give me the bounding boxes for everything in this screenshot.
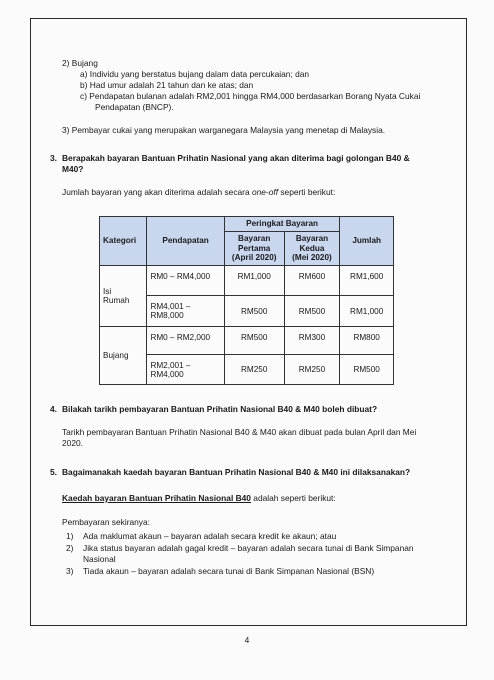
header-pendapatan: Pendapatan <box>147 217 224 266</box>
q5-method-underlined: Kaedah bayaran Bantuan Prihatin Nasional B40 <box>62 493 251 503</box>
cell-kedua: RM600 <box>284 266 340 296</box>
q3-answer-pre: Jumlah bayaran yang akan diterima adalah secara <box>62 187 252 197</box>
header-pertama-l1: Bayaran <box>238 234 271 244</box>
pendapatan-l1: RM4,001 – <box>150 302 191 311</box>
q3-number: 3. <box>50 153 57 163</box>
q5-number: 5. <box>50 467 57 477</box>
criteria-item-2b: b) Had umur adalah 21 tahun dan ke atas; dan <box>80 80 254 90</box>
cell-jumlah: RM800 <box>340 327 394 355</box>
kategori-bujang: Bujang <box>103 351 129 360</box>
q5-method <box>62 493 336 503</box>
header-bayaran-kedua <box>284 232 340 266</box>
cell-kedua: RM300 <box>284 327 340 355</box>
payment-table <box>99 216 394 385</box>
q5-item-2-num: 2) <box>66 543 74 553</box>
q5-method-rest: adalah seperti berikut: <box>250 493 336 503</box>
q5-intro: Pembayaran sekiranya: <box>62 517 150 527</box>
pendapatan-l2: RM8,000 <box>150 311 184 320</box>
q4-answer-line2: 2020. <box>62 438 83 448</box>
cell-pertama: RM500 <box>224 327 284 355</box>
header-bayaran-pertama <box>224 232 284 266</box>
cell-kategori-isi-rumah <box>100 266 147 327</box>
kategori-isi-rumah-l2: Rumah <box>103 296 130 305</box>
criteria-item-2c-cont: Pendapatan (BNCP). <box>95 102 174 112</box>
cell-pendapatan: RM0 – RM2,000 <box>147 327 224 355</box>
header-kedua-l3: (Mei 2020) <box>292 253 332 263</box>
cell-jumlah: RM1,600 <box>340 266 394 296</box>
cell-pendapatan: RM0 – RM4,000 <box>147 266 224 296</box>
q3-question-line2: M40? <box>62 164 84 174</box>
cell-kedua: RM500 <box>284 296 340 327</box>
header-peringkat-bayaran: Peringkat Bayaran <box>224 217 340 232</box>
header-jumlah: Jumlah <box>340 217 394 266</box>
cell-pendapatan <box>147 355 224 385</box>
cell-kategori-bujang <box>100 327 147 385</box>
q5-item-3: Tiada akaun – bayaran adalah secara tunai di Bank Simpanan Nasional (BSN) <box>83 566 375 576</box>
cell-pertama: RM250 <box>224 355 284 385</box>
q5-question: Bagaimanakah kaedah bayaran Bantuan Prihatin Nasional B40 & M40 ini dilaksanakan? <box>62 467 411 477</box>
q3-answer-em: one-off <box>251 187 279 197</box>
header-kedua-l1: Bayaran <box>295 234 329 244</box>
criteria-item-2a: a) Individu yang berstatus bujang dalam data percukaian; dan <box>80 69 310 79</box>
q4-answer-line1: Tarikh pembayaran Bantuan Prihatin Nasional B40 & M40 akan dibuat pada bulan April dan Mei <box>62 427 417 437</box>
cell-jumlah: RM1,000 <box>340 296 394 327</box>
header-pertama-l2: Pertama <box>238 243 271 253</box>
q4-number: 4. <box>50 404 57 414</box>
pendapatan-l1: RM2,001 – <box>150 360 191 370</box>
q5-item-1-num: 1) <box>66 531 74 541</box>
page-number: 4 <box>244 635 250 645</box>
table-row <box>100 327 394 355</box>
table-row <box>100 266 394 296</box>
cell-kedua: RM250 <box>284 355 340 385</box>
q5-item-1: Ada maklumat akaun – bayaran adalah secara kredit ke akaun; atau <box>83 531 337 541</box>
q4-question: Bilakah tarikh pembayaran Bantuan Prihatin Nasional B40 & M40 boleh dibuat? <box>62 404 378 414</box>
q5-item-3-num: 3) <box>66 566 74 576</box>
header-pertama-l3: (April 2020) <box>231 253 277 263</box>
q5-item-2: Jika status bayaran adalah gagal kredit – bayaran adalah secara tunai di Bank Simpanan <box>83 543 414 553</box>
cell-pertama: RM500 <box>224 296 284 327</box>
header-kategori: Kategori <box>100 217 147 266</box>
q5-item-2-cont: Nasional <box>83 554 116 564</box>
cell-jumlah: RM500 <box>340 355 394 385</box>
q3-answer-post: seperti berikut: <box>278 187 336 197</box>
pendapatan-l2: RM4,000 <box>150 369 184 379</box>
table-header-row <box>100 217 394 232</box>
criteria-item-3: 3) Pembayar cukai yang merupakan warganegara Malaysia yang menetap di Malaysia. <box>62 125 386 135</box>
q3-answer <box>62 187 335 197</box>
cell-pertama: RM1,000 <box>224 266 284 296</box>
q3-question-line1: Berapakah bayaran Bantuan Prihatin Nasional yang akan diterima bagi golongan B40 & <box>62 153 410 163</box>
cell-pendapatan <box>147 296 224 327</box>
header-kedua-l2: Kedua <box>299 243 325 253</box>
criteria-item-2: 2) Bujang <box>62 58 98 68</box>
kategori-isi-rumah-l1: Isi <box>103 287 112 296</box>
criteria-item-2c: c) Pendapatan bulanan adalah RM2,001 hingga RM4,000 berdasarkan Borang Nyata Cukai <box>80 91 421 101</box>
